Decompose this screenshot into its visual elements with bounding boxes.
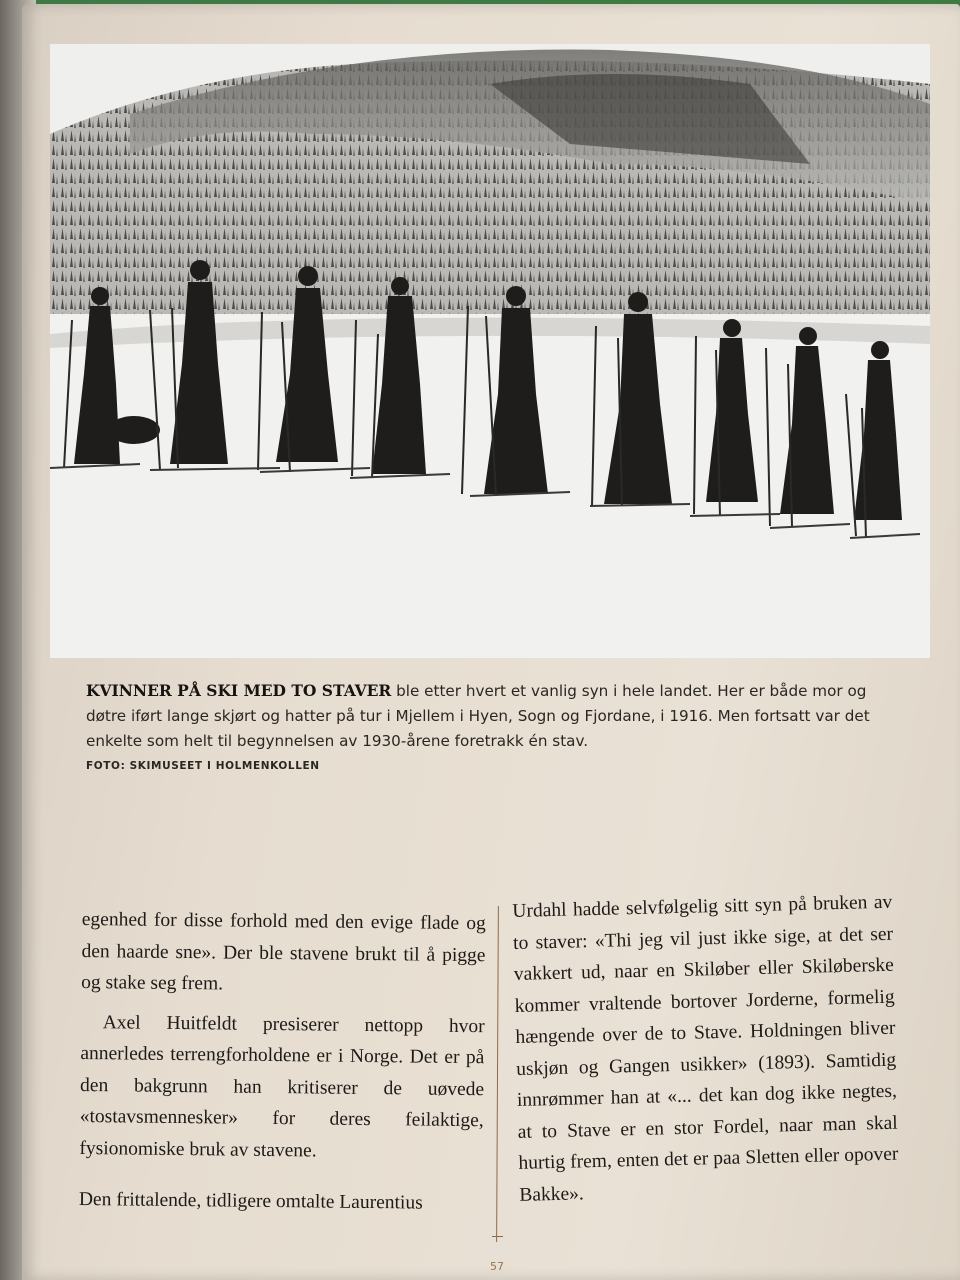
right-text-column bbox=[512, 887, 900, 1211]
paragraph: Urdahl hadde selvfølgelig sitt syn på bruken av to staver: «Thi jeg vil just ikke sige, at det ser vakkert ud, naar en Skiløber eller Skiløberske kommer vraltende bortover Jorderne, formelig hængende over de to Stave. Holdningen bliver uskjøn og Gangen usikker» (1893). Samtidig innrømmer han at «... det kan dog ikke negtes, at to Stave er en stor Fordel, naar man skal hurtig frem, enten det er paa Sletten eller opover Bakke». bbox=[512, 891, 899, 1206]
caption-text: ble etter hvert et vanlig syn i hele landet. Her er både mor og døtre iført lange skjørt og hatter på tur i Mjellem i Hyen, Sogn og Fjordane, i 1916. Men fortsatt var det enkelte som helt til begynnelsen av 1930-årene foretrakk én stav. bbox=[86, 682, 870, 750]
paragraph: Den frittalende, tidligere omtalte Laurentius bbox=[78, 1188, 423, 1214]
left-text-column bbox=[79, 904, 486, 1220]
photo-caption bbox=[86, 678, 876, 754]
paragraph: egenhed for disse forhold med den evige flade og den haarde sne». Der ble stavene brukt til å pigge og stake seg frem. bbox=[81, 908, 486, 995]
paragraph: Axel Huitfeldt presiserer nettopp hvor annerledes terrengforholdene er i Norge. Det er på den bakgrunn han kritiserer de uøvede «tostavsmennesker» for deres feilaktige, fysionomiske bruk av stavene. bbox=[79, 1011, 485, 1161]
historical-photo bbox=[50, 44, 930, 658]
page-number: 57 bbox=[490, 1260, 504, 1273]
column-divider-tick bbox=[492, 1236, 503, 1237]
caption-lead: KVINNER PÅ SKI MED TO STAVER bbox=[86, 681, 392, 700]
photo-credit: FOTO: SKIMUSEET I HOLMENKOLLEN bbox=[86, 760, 320, 772]
